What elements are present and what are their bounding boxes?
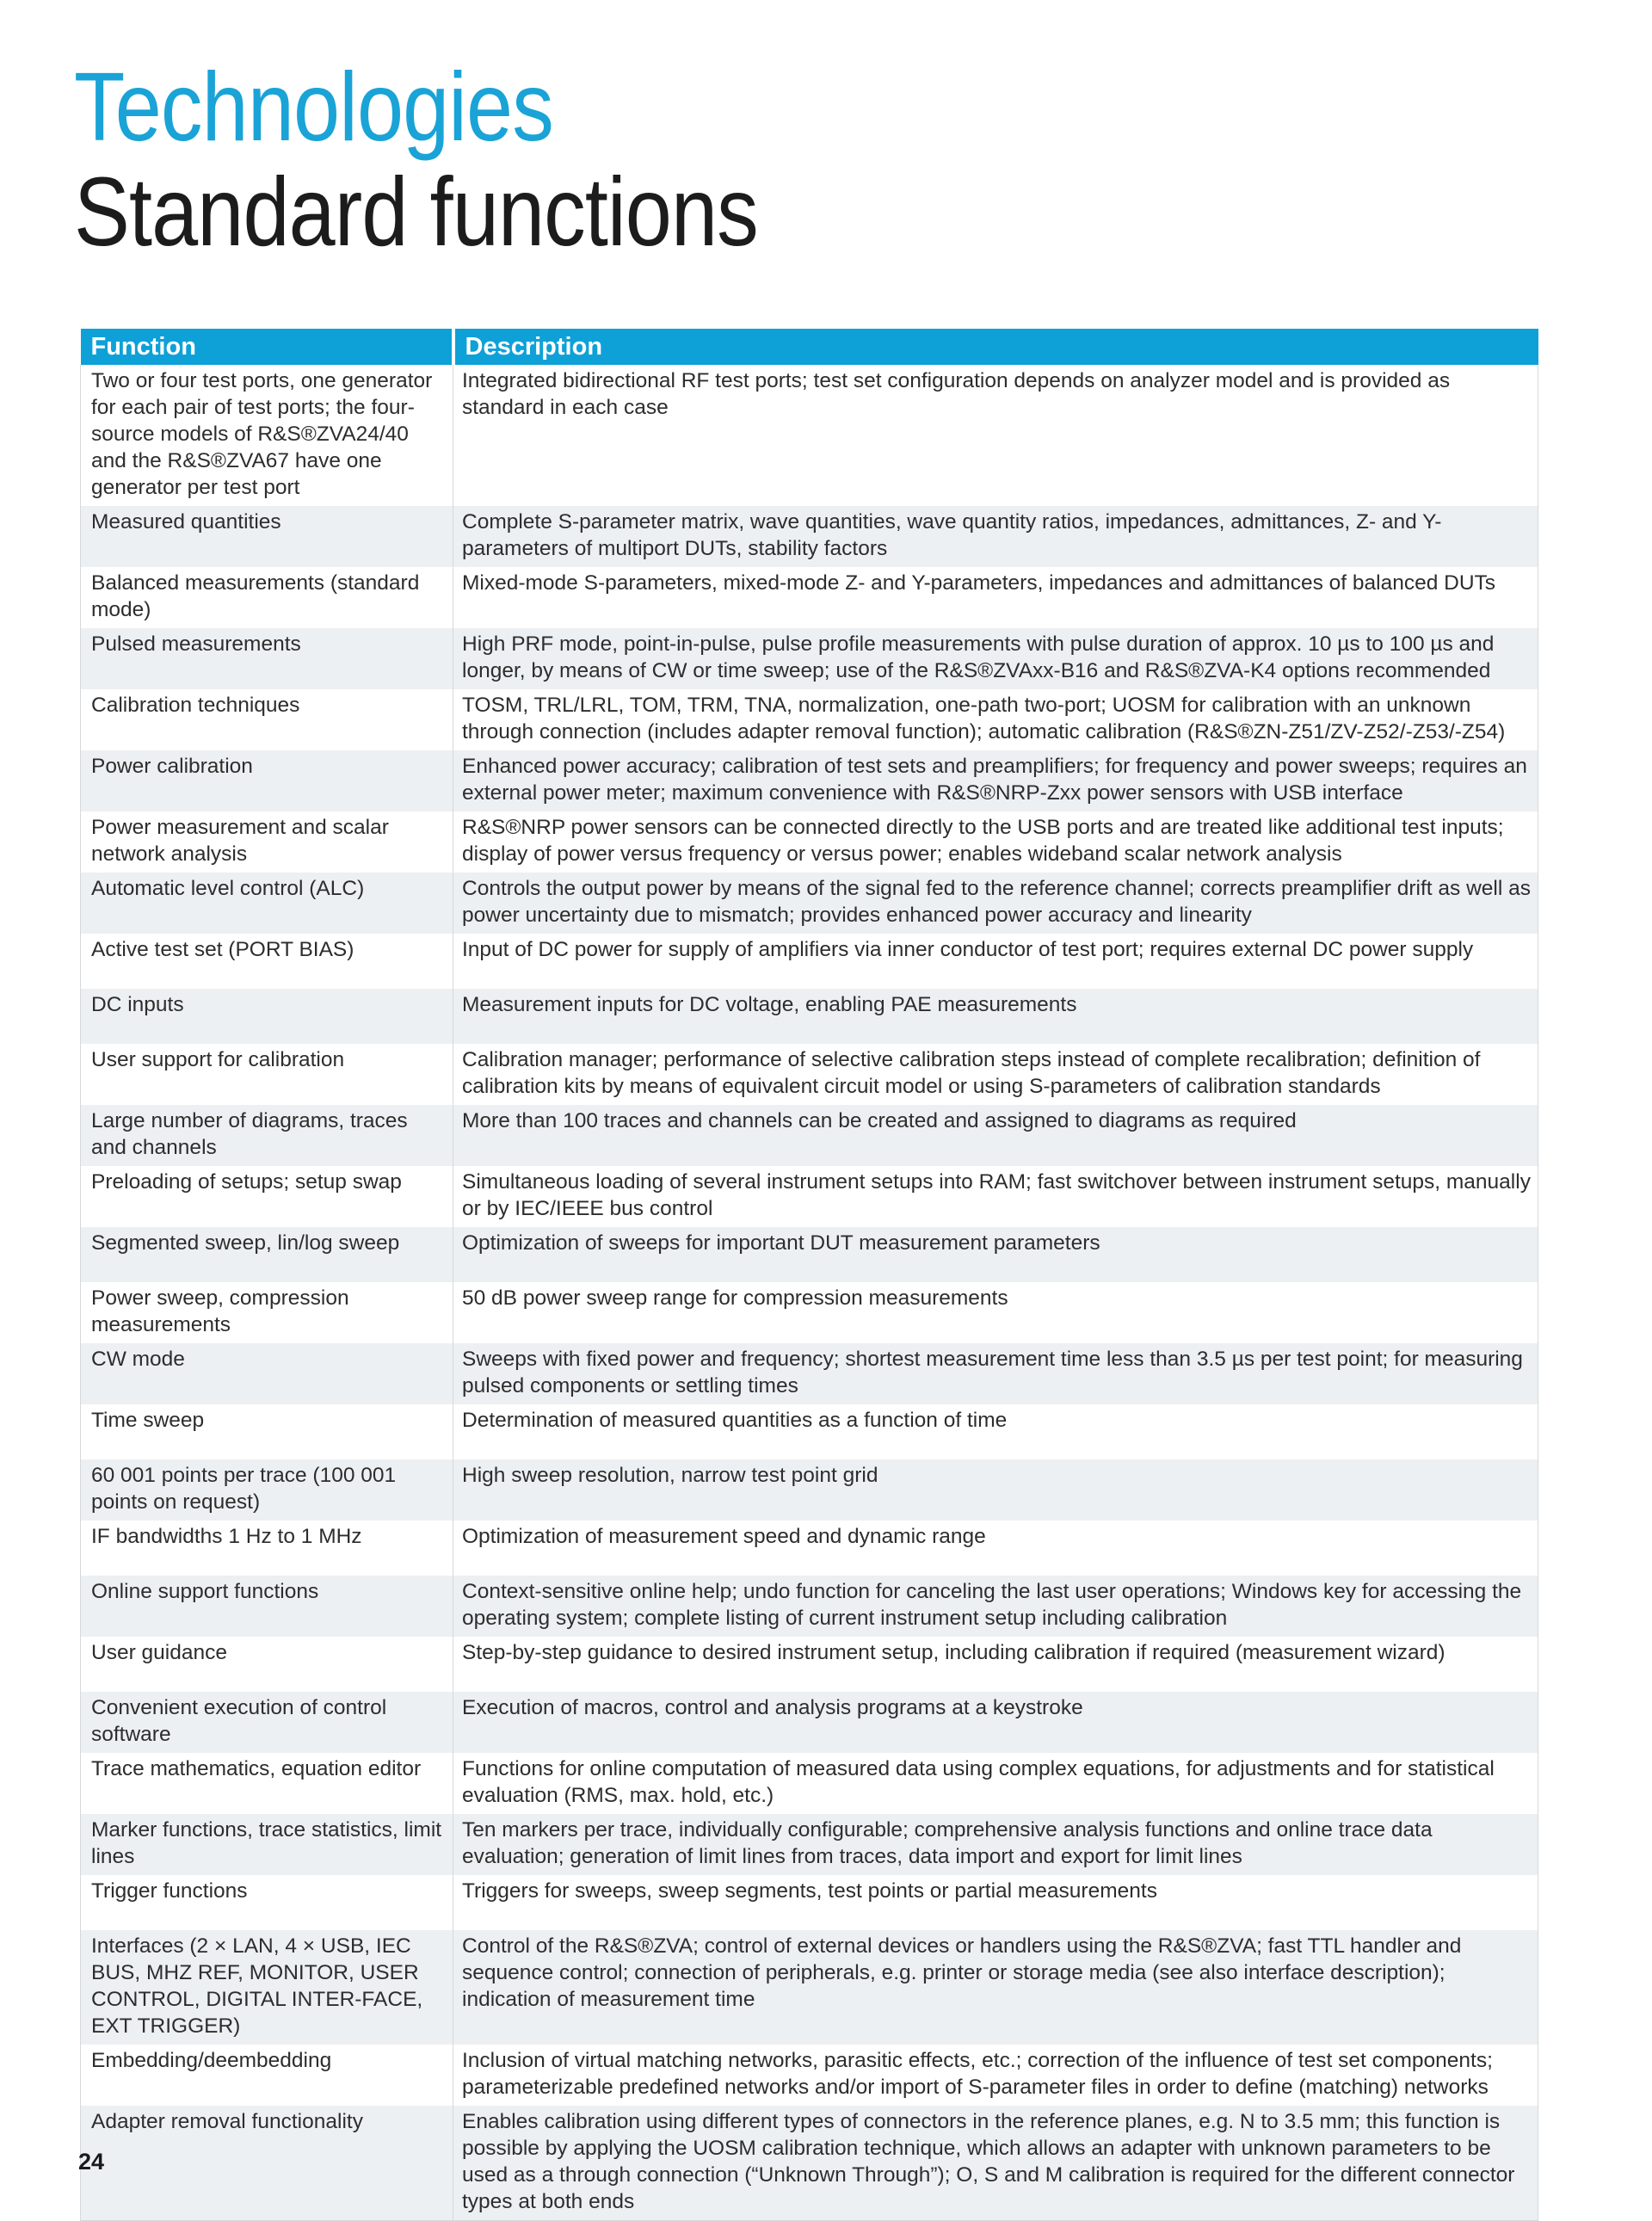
function-cell: Convenient execution of control software bbox=[81, 1692, 453, 1753]
description-cell: Mixed-mode S-parameters, mixed-mode Z- and Y-parameters, impedances and admittances of balanced DUTs bbox=[453, 567, 1538, 628]
description-cell: More than 100 traces and channels can be created and assigned to diagrams as required bbox=[453, 1105, 1538, 1166]
function-cell: DC inputs bbox=[81, 989, 453, 1044]
table-row bbox=[81, 811, 1538, 873]
table-row bbox=[81, 1930, 1538, 2045]
function-cell: Two or four test ports, one generator for each pair of test ports; the four-source models of R&S®ZVA24/40 and the R&S®ZVA67 have one generator per test port bbox=[81, 365, 453, 506]
function-cell: Online support functions bbox=[81, 1576, 453, 1637]
description-cell: Inclusion of virtual matching networks, parasitic effects, etc.; correction of the influence of test set components; parameterizable predefined networks and/or import of S-parameter files in order to define (matching) networks bbox=[453, 2045, 1538, 2106]
description-cell: Functions for online computation of measured data using complex equations, for adjustments and for statistical evaluation (RMS, max. hold, etc.) bbox=[453, 1753, 1538, 1814]
function-cell: Adapter removal functionality bbox=[81, 2106, 453, 2221]
description-cell: 50 dB power sweep range for compression measurements bbox=[453, 1282, 1538, 1343]
page-title: Standard functions bbox=[74, 157, 758, 266]
table-row bbox=[81, 1692, 1538, 1753]
description-cell: Optimization of sweeps for important DUT measurement parameters bbox=[453, 1227, 1538, 1282]
description-cell: Measurement inputs for DC voltage, enabling PAE measurements bbox=[453, 989, 1538, 1044]
description-cell: Controls the output power by means of the signal fed to the reference channel; corrects preamplifier drift as well as power uncertainty due to mismatch; provides enhanced power accuracy and linearity bbox=[453, 873, 1538, 934]
function-cell: Automatic level control (ALC) bbox=[81, 873, 453, 934]
function-cell: Embedding/deembedding bbox=[81, 2045, 453, 2106]
table-row bbox=[81, 1814, 1538, 1875]
description-cell: Enhanced power accuracy; calibration of test sets and preamplifiers; for frequency and power sweeps; requires an external power meter; maximum convenience with R&S®NRP-Zxx power sensors with USB interface bbox=[453, 750, 1538, 811]
table-row bbox=[81, 750, 1538, 811]
description-cell: Enables calibration using different types of connectors in the reference planes, e.g. N to 3.5 mm; this function is possible by applying the UOSM calibration technique, which allows an adapter with unknown parameters to be used as a through connection (“Unknown Through”); O, S and M calibration is required for the different connector types at both ends bbox=[453, 2106, 1538, 2221]
table-row bbox=[81, 1404, 1538, 1459]
table-header bbox=[81, 329, 1538, 365]
description-cell: R&S®NRP power sensors can be connected directly to the USB ports and are treated like additional test inputs; display of power versus frequency or versus power; enables wideband scalar network analysis bbox=[453, 811, 1538, 873]
column-header-description: Description bbox=[453, 329, 1538, 365]
table-row bbox=[81, 628, 1538, 689]
function-cell: Balanced measurements (standard mode) bbox=[81, 567, 453, 628]
function-cell: User guidance bbox=[81, 1637, 453, 1692]
function-cell: CW mode bbox=[81, 1343, 453, 1404]
function-cell: Power sweep, compression measurements bbox=[81, 1282, 453, 1343]
function-cell: IF bandwidths 1 Hz to 1 MHz bbox=[81, 1521, 453, 1576]
description-cell: Context-sensitive online help; undo function for canceling the last user operations; Windows key for accessing the operating system; complete listing of current instrument setup including calibration bbox=[453, 1576, 1538, 1637]
function-cell: Power calibration bbox=[81, 750, 453, 811]
description-cell: Ten markers per trace, individually configurable; comprehensive analysis functions and online trace data evaluation; generation of limit lines from traces, data import and export for limit lines bbox=[453, 1814, 1538, 1875]
function-cell: Pulsed measurements bbox=[81, 628, 453, 689]
column-header-function: Function bbox=[81, 329, 453, 365]
section-title: Technologies bbox=[74, 52, 553, 161]
table-row bbox=[81, 2106, 1538, 2221]
function-cell: Calibration techniques bbox=[81, 689, 453, 750]
description-cell: Triggers for sweeps, sweep segments, test points or partial measurements bbox=[453, 1875, 1538, 1930]
table-row bbox=[81, 365, 1538, 506]
table-row bbox=[81, 1343, 1538, 1404]
description-cell: Step-by-step guidance to desired instrument setup, including calibration if required (measurement wizard) bbox=[453, 1637, 1538, 1692]
standard-functions-table bbox=[80, 329, 1538, 2221]
function-cell: Active test set (PORT BIAS) bbox=[81, 934, 453, 989]
table-row bbox=[81, 1521, 1538, 1576]
table-row bbox=[81, 1459, 1538, 1521]
function-cell: Time sweep bbox=[81, 1404, 453, 1459]
table-body bbox=[81, 365, 1538, 2221]
table-row bbox=[81, 1105, 1538, 1166]
table-row bbox=[81, 1875, 1538, 1930]
description-cell: Sweeps with fixed power and frequency; shortest measurement time less than 3.5 µs per test point; for measuring pulsed components or settling times bbox=[453, 1343, 1538, 1404]
table-row bbox=[81, 989, 1538, 1044]
function-cell: User support for calibration bbox=[81, 1044, 453, 1105]
table-header-row bbox=[81, 329, 1538, 365]
function-cell: Trigger functions bbox=[81, 1875, 453, 1930]
description-cell: Control of the R&S®ZVA; control of external devices or handlers using the R&S®ZVA; fast TTL handler and sequence control; connection of peripherals, e.g. printer or storage media (see also interface description); indication of measurement time bbox=[453, 1930, 1538, 2045]
description-cell: Input of DC power for supply of amplifiers via inner conductor of test port; requires external DC power supply bbox=[453, 934, 1538, 989]
table-row bbox=[81, 506, 1538, 567]
table-row bbox=[81, 1576, 1538, 1637]
page-number: 24 bbox=[78, 2149, 105, 2175]
function-cell: 60 001 points per trace (100 001 points on request) bbox=[81, 1459, 453, 1521]
table-row bbox=[81, 1227, 1538, 1282]
function-cell: Large number of diagrams, traces and channels bbox=[81, 1105, 453, 1166]
description-cell: Integrated bidirectional RF test ports; test set configuration depends on analyzer model and is provided as standard in each case bbox=[453, 365, 1538, 506]
description-cell: Execution of macros, control and analysis programs at a keystroke bbox=[453, 1692, 1538, 1753]
function-cell: Measured quantities bbox=[81, 506, 453, 567]
description-cell: High sweep resolution, narrow test point grid bbox=[453, 1459, 1538, 1521]
function-cell: Preloading of setups; setup swap bbox=[81, 1166, 453, 1227]
function-cell: Trace mathematics, equation editor bbox=[81, 1753, 453, 1814]
description-cell: Complete S-parameter matrix, wave quantities, wave quantity ratios, impedances, admittances, Z- and Y-parameters of multiport DUTs, stability factors bbox=[453, 506, 1538, 567]
table-row bbox=[81, 934, 1538, 989]
table-row bbox=[81, 1282, 1538, 1343]
table-row bbox=[81, 2045, 1538, 2106]
table-row bbox=[81, 1044, 1538, 1105]
table-row bbox=[81, 873, 1538, 934]
function-cell: Marker functions, trace statistics, limit lines bbox=[81, 1814, 453, 1875]
description-cell: TOSM, TRL/LRL, TOM, TRM, TNA, normalization, one-path two-port; UOSM for calibration with an unknown through connection (includes adapter removal function); automatic calibration (R&S®ZN-Z51/ZV-Z52/-Z53/-Z54) bbox=[453, 689, 1538, 750]
table-row bbox=[81, 1753, 1538, 1814]
description-cell: Simultaneous loading of several instrument setups into RAM; fast switchover between instrument setups, manually or by IEC/IEEE bus control bbox=[453, 1166, 1538, 1227]
function-cell: Power measurement and scalar network analysis bbox=[81, 811, 453, 873]
description-cell: Determination of measured quantities as a function of time bbox=[453, 1404, 1538, 1459]
description-cell: High PRF mode, point-in-pulse, pulse profile measurements with pulse duration of approx. 10 µs to 100 µs and longer, by means of CW or time sweep; use of the R&S®ZVAxx-B16 and R&S®ZVA-K4 options recommended bbox=[453, 628, 1538, 689]
function-cell: Interfaces (2 × LAN, 4 × USB, IEC BUS, MHZ REF, MONITOR, USER CONTROL, DIGITAL INTER-FACE, EXT TRIGGER) bbox=[81, 1930, 453, 2045]
description-cell: Optimization of measurement speed and dynamic range bbox=[453, 1521, 1538, 1576]
table-row bbox=[81, 1637, 1538, 1692]
table-row bbox=[81, 1166, 1538, 1227]
table-row bbox=[81, 689, 1538, 750]
description-cell: Calibration manager; performance of selective calibration steps instead of complete recalibration; definition of calibration kits by means of equivalent circuit model or using S-parameters of calibration standards bbox=[453, 1044, 1538, 1105]
function-cell: Segmented sweep, lin/log sweep bbox=[81, 1227, 453, 1282]
table-row bbox=[81, 567, 1538, 628]
